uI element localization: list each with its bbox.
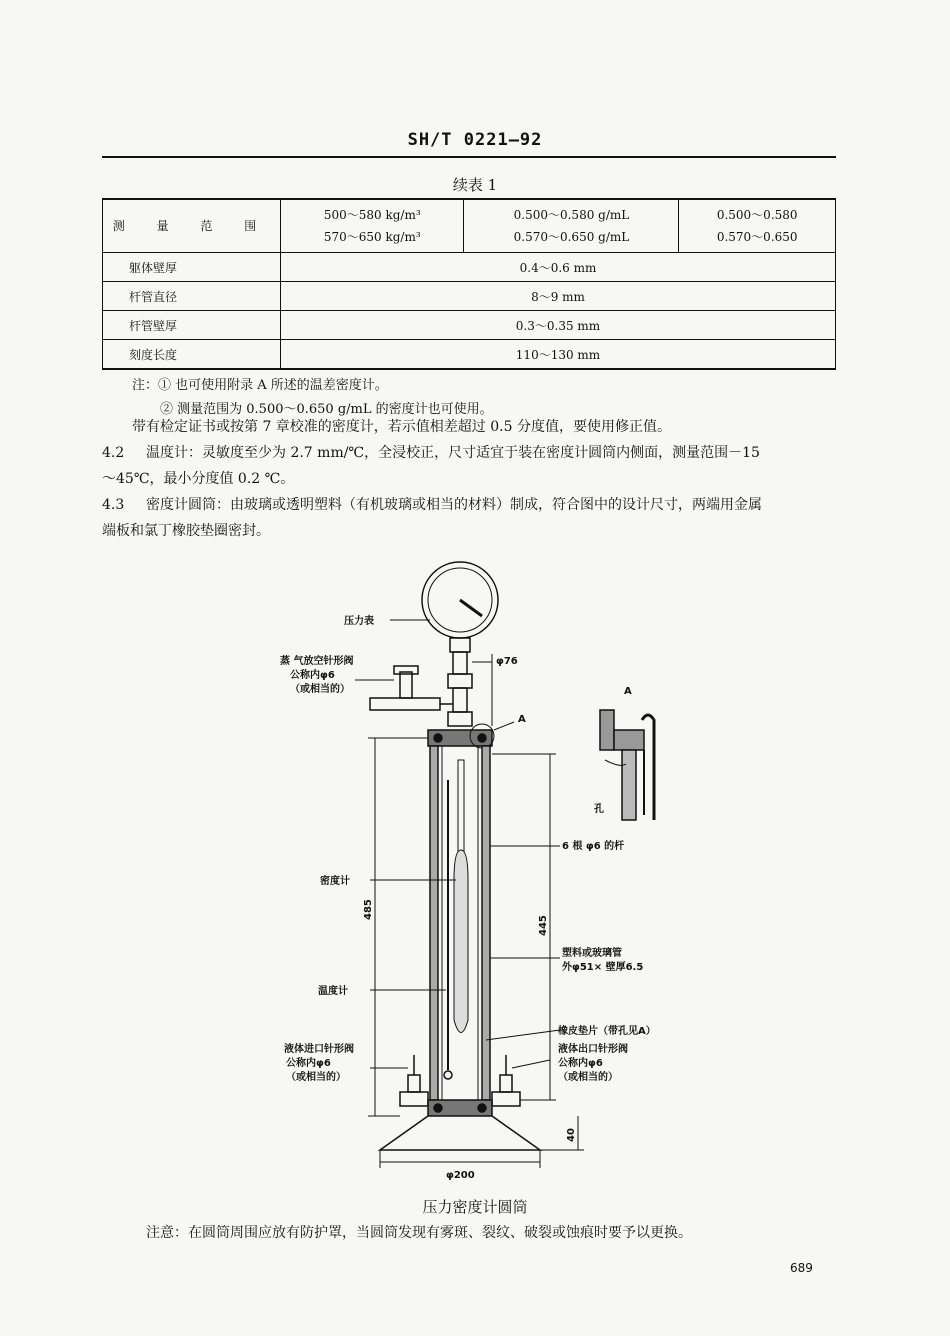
outlet-valve-label: 公称内φ6 [558,1058,603,1069]
standard-code: SH/T 0221—92 [407,130,543,150]
figure-caption: 压力密度计圆筒 [422,1198,528,1216]
dimension-label: 445 [538,915,549,936]
note-2: ② 测量范围为 0.500～0.650 g/mL 的密度计也可使用。 [160,402,493,417]
row-value: 0.4～0.6 mm [281,253,836,282]
row-value: 110～130 mm [281,340,836,370]
tube-label: 塑料或玻璃管 [562,948,622,959]
row-label: 杆管直径 [103,282,281,311]
range-value: 0.570～0.650 [716,230,798,244]
header-rule [102,156,836,158]
outlet-valve-label: （或相当的） [558,1072,618,1083]
outlet-valve-label: 液体出口针形阀 [558,1044,628,1055]
dimension-label: φ76 [496,656,518,667]
vent-valve-label: （或相当的） [290,684,350,695]
rods-label: 6 根 φ6 的杆 [562,841,625,852]
range-value: 570～650 kg/m³ [323,230,421,244]
paragraph: 带有检定证书或按第 7 章校准的密度计，若示值相差超过 0.5 分度值，要使用修正值。 [132,419,671,435]
row-label: 杆管壁厚 [103,311,281,340]
section-number: 4.2 [102,445,125,461]
row-value: 0.3～0.35 mm [281,311,836,340]
table-row [103,282,836,311]
detail-label: A [518,714,526,725]
warning-note: 注意：在圆筒周围应放有防护罩，当圆筒发现有雾斑、裂纹、破裂或蚀痕时要予以更换。 [146,1225,692,1241]
row-value: 8～9 mm [281,282,836,311]
thermometer-label: 温度计 [318,986,348,997]
tube-label: 外φ51× 壁厚6.5 [562,962,644,973]
range-value: 0.500～0.580 [716,208,798,222]
dimension-label: φ200 [446,1170,475,1181]
table-row [103,253,836,282]
range-cell [281,199,464,253]
paragraph: 密度计圆筒：由玻璃或透明塑料（有机玻璃或相当的材料）制成，符合图中的设计尺寸，两端用金属 [146,497,762,513]
vent-valve-label: 公称内φ6 [290,670,335,681]
gauge-label: 压力表 [344,616,374,627]
page-number: 689 [790,1261,813,1275]
table-row [103,199,836,253]
paragraph: ～45℃，最小分度值 0.2 ℃。 [102,471,295,487]
table-caption: 续表 1 [452,176,498,194]
inlet-valve-label: 公称内φ6 [286,1058,331,1069]
section-number: 4.3 [102,497,125,513]
note-1: 注：① 也可使用附录 A 所述的温差密度计。 [132,378,388,393]
hole-label: 孔 [594,804,604,815]
inlet-valve-label: （或相当的） [286,1072,346,1083]
range-label: 测 量 范 围 [103,199,281,253]
table-row [103,340,836,370]
dimension-label: 485 [363,899,374,920]
pressure-cylinder-drawing [260,550,700,1190]
range-cell [464,199,679,253]
inlet-valve-label: 液体进口针形阀 [284,1044,354,1055]
paragraph: 温度计：灵敏度至少为 2.7 mm/℃，全浸校正，尺寸适宜于装在密度计圆筒内侧面，测量范围－15 [146,445,760,461]
range-value: 0.570～0.650 g/mL [513,230,630,244]
spec-table [102,198,836,370]
range-cell [679,199,836,253]
table-row [103,311,836,340]
gasket-label: 橡皮垫片（带孔见A） [558,1026,656,1037]
row-label: 刻度长度 [103,340,281,370]
range-value: 500～580 kg/m³ [323,208,421,222]
dimension-label: 40 [566,1128,577,1142]
detail-label: A [624,686,632,697]
hydrometer-label: 密度计 [320,876,350,887]
row-label: 躯体壁厚 [103,253,281,282]
range-value: 0.500～0.580 g/mL [513,208,630,222]
paragraph: 端板和氯丁橡胶垫圈密封。 [102,523,270,539]
vent-valve-label: 蒸 气放空针形阀 [280,656,354,667]
